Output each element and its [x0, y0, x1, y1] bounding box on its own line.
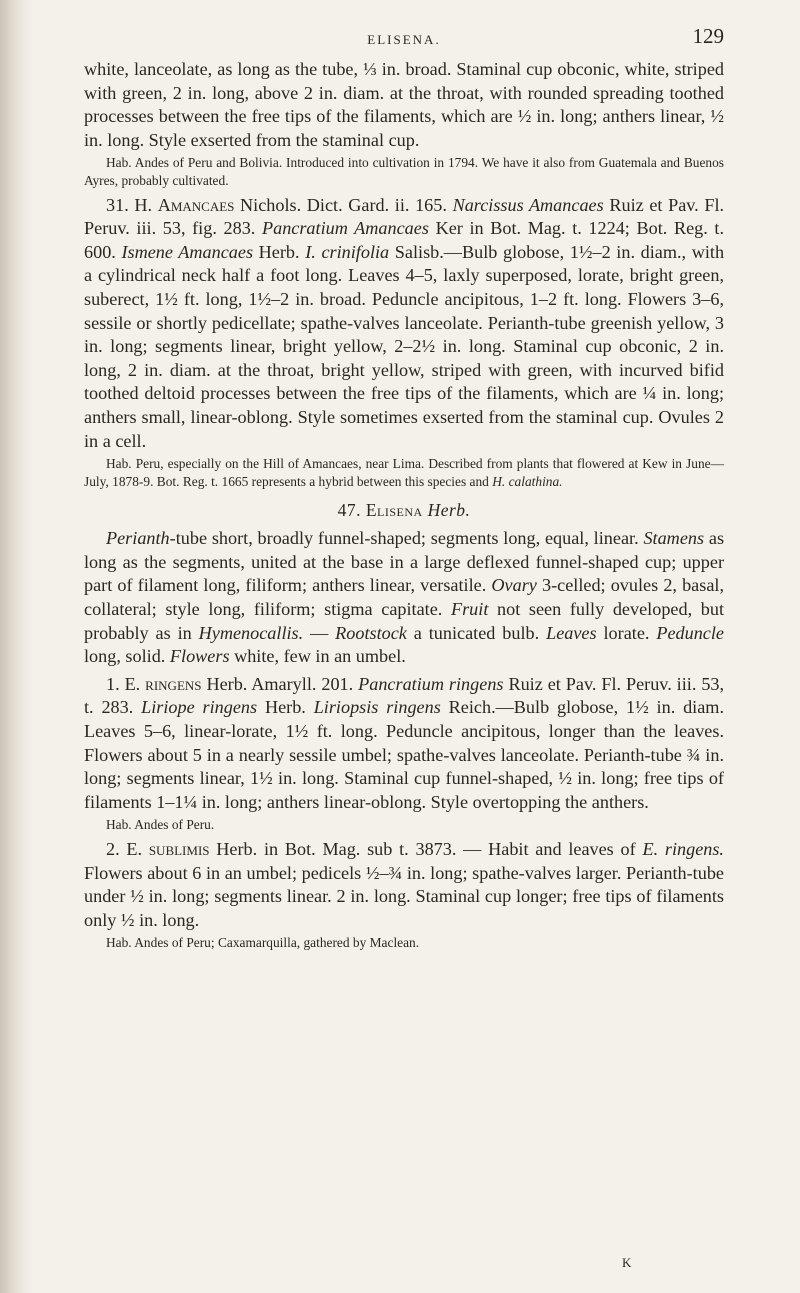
intro-paragraph: white, lanceolate, as long as the tube, ⅓ in. broad. Staminal cup obconic, white, striped with green, 2 in. long, above 2 in. diam. at the throat, with rounded spreading toothed processes between the free tips of the filaments, which are ½ in. long; anthers linear, ½ in. long. Style exserted from the staminal cup. — [84, 59, 724, 150]
species-31-synonym-4: I. crinifolia — [305, 241, 390, 262]
genus-authority: Herb. — [427, 500, 471, 521]
species-2-number: 2. E. — [106, 839, 143, 859]
species-1-description: 1. E. ringens Herb. Amaryll. 201. Pancratium ringens Ruiz et Pav. Fl. Peruv. iii. 53, t. 283. Liriope ringens Herb. Liriopsis ringens Reich.—Bulb globose, 1½ in. diam. Leaves 5–6, linear-lorate, 1½ ft. long. Peduncle ancipitous, longer than the leaves. Flowers about 5 in a nearly sessile umbel; spathe-valves lanceolate. Perianth-tube ¾ in. long; segments linear, 1½ in. long. Staminal cup funnel-shaped, ½ in. long; free tips of filaments 1–1¼ in. long; anthers linear-oblong. Style overtopping the anthers. — [84, 673, 725, 812]
species-31-authority: Nichols. Dict. Gard. ii. 165. — [240, 194, 447, 215]
page-number: 129 — [692, 24, 724, 48]
genus-heading — [84, 500, 724, 521]
species-31-habitat: Hab. Peru, especially on the Hill of Amancaes, near Lima. Described from plants that flowered at Kew in June—July, 1878-9. Bot. Reg. t. 1665 represents a hybrid between this species and H. calathina. — [84, 456, 724, 489]
species-31-number: 31. H. — [106, 194, 153, 215]
species-1-habitat: Hab. Andes of Peru. — [106, 817, 215, 833]
signature-mark: K — [622, 1255, 632, 1270]
page-binding-shadow — [0, 0, 34, 1293]
species-31-synonym-2: Pancratium Amancaes — [261, 218, 429, 239]
species-31-synonym-3: Ismene Amancaes — [121, 241, 254, 262]
genus-description: Perianth-tube short, broadly funnel-shaped; segments long, equal, linear. Stamens as long as the segments, united at the base in a large deflexed funnel-shaped cup; upper part of filament long, filiform; anthers linear, versatile. Ovary 3-celled; ovules 2, basal, collateral; style long, filiform; stigma capitate. Fruit not seen fully developed, but probably as in Hymenocallis. — Rootstock a tunicated bulb. Leaves lorate. Peduncle long, solid. Flowers white, few in an umbel. — [84, 528, 725, 667]
species-31-description: 31. H. Amancaes Nichols. Dict. Gard. ii. 165. Narcissus Amancaes Ruiz et Pav. Fl. Peruv. iii. 53, fig. 283. Pancratium Amancaes Ker in Bot. Mag. t. 1224; Bot. Reg. t. 600. Ismene Amancaes Herb. I. crinifolia Salisb.—Bulb globose, 1½–2 in. diam., with a cylindrical neck half a foot long. Leaves 4–5, laxly superposed, lorate, bright green, suberect, 1½ ft. long, 1½–2 in. broad. Peduncle ancipitous, 1–2 ft. long. Flowers 3–6, sessile or shortly pedicellate; spathe-valves lanceolate. Perianth-tube greenish yellow, 3 in. long; segments linear, bright yellow, 2–2½ in. long. Staminal cup obconic, 2 in. long, 2 in. diam. at the throat, bright yellow, striped with green, with incurved bifid toothed deltoid processes between the free tips of the filaments, which are ¼ in. long; anthers small, linear-oblong. Style sometimes exserted from the staminal cup. Ovules 2 in a cell. — [84, 194, 725, 451]
species-31-name: Amancaes — [157, 194, 235, 215]
species-31-synonym-1: Narcissus Amancaes — [452, 194, 604, 215]
genus-name: Elisena — [365, 500, 423, 521]
species-2-description: 2. E. sublimis Herb. in Bot. Mag. sub t. 3873. — Habit and leaves of E. ringens. Flowers about 6 in an umbel; pedicels ½–¾ in. long; spathe-valves larger. Perianth-tube under ½ in. long; segments linear. 2 in. long. Staminal cup longer; free tips of filaments only ½ in. long. — [84, 839, 724, 930]
intro-habitat: Hab. Andes of Peru and Bolivia. Introduced into cultivation in 1794. We have it also from Guatemala and Buenos Ayres, probably cultivated. — [84, 155, 724, 188]
species-1-number: 1. E. — [106, 673, 141, 694]
species-1-name: ringens — [145, 673, 202, 694]
running-title: ELISENA. — [367, 32, 441, 47]
book-page — [84, 22, 724, 952]
species-2-habitat: Hab. Andes of Peru; Caxamarquilla, gathered by Maclean. — [106, 935, 420, 951]
genus-number: 47. — [337, 500, 361, 521]
page-header — [84, 22, 724, 58]
species-2-name: sublimis — [148, 839, 210, 859]
